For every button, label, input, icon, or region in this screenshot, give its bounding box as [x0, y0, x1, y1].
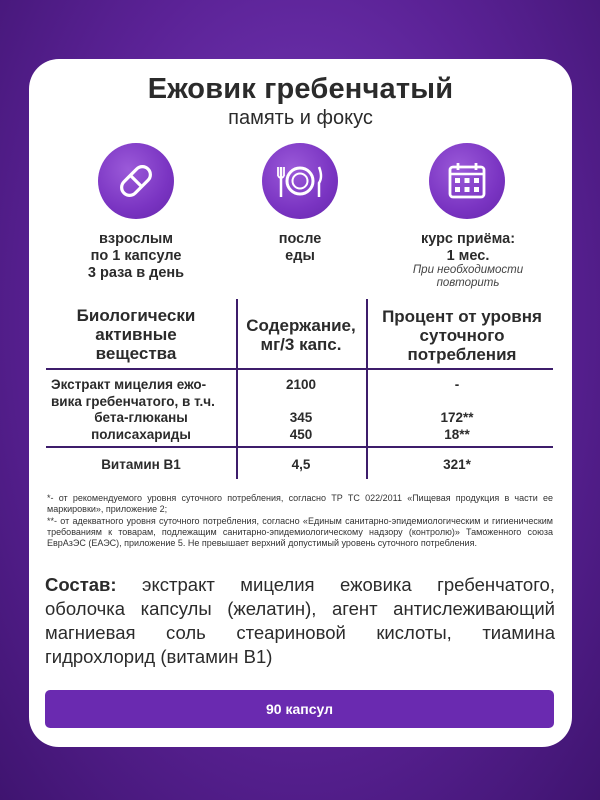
product-title: Ежовик гребенчатый	[147, 73, 454, 105]
table-row-polysaccharide-name: полисахариды	[91, 427, 191, 442]
capsule-icon-circle	[98, 143, 174, 219]
table-row-polysaccharide-percent: 18**	[444, 427, 470, 442]
table-header-substances: Биологически активные вещества	[76, 306, 196, 363]
table-header-content: Содержание, мг/3 капс.	[246, 316, 356, 354]
footnote-2: **- от адекватного уровня суточного потребления, согласно «Единым санитарно-эпидемиологическим и гигиеническим требованиям к товарам, подлежащим санитарно-эпидемиологическому надзору (контролю)» Таможенного союза ЕврАзЭС (ЕАЭС), приложение 5. Не превышает верхний допустимый уровень суточного потребления.	[47, 516, 553, 548]
table-row-extract-content: 2100	[285, 377, 317, 392]
package-count-label: 90 капсул	[266, 701, 333, 717]
table-row-vitamin-content: 4,5	[291, 457, 311, 472]
course-note: При необходимости повторить	[412, 264, 524, 289]
product-subtitle: память и фокус	[228, 107, 373, 129]
table-row-betaglucan-content: 345	[289, 410, 313, 425]
table-row-vitamin-name: Витамин В1	[101, 457, 181, 472]
table-row-extract-percent: -	[454, 377, 460, 392]
table-row-betaglucan-name: бета-глюканы	[94, 410, 188, 425]
table-row-extract-name: Экстракт мицелия ежо- вика гребенчатого, в т.ч.	[51, 377, 215, 409]
calendar-icon	[445, 159, 489, 203]
dosage-label: взрослым по 1 капсуле 3 раза в день	[87, 231, 185, 281]
table-row-vitamin-percent: 321*	[443, 457, 471, 472]
table-row-polysaccharide-content: 450	[289, 427, 313, 442]
table-header-percent: Процент от уровня суточного потребления	[382, 307, 542, 364]
footnote-1: *- от рекомендуемого уровня суточного потребления, согласно ТР ТС 022/2011 «Пищевая продукция в части ее маркировки», приложение 2;	[47, 493, 553, 514]
table-rule-header	[46, 368, 553, 370]
calendar-icon-circle	[429, 143, 505, 219]
capsule-icon	[113, 158, 159, 204]
package-count-badge	[45, 690, 554, 728]
plate-icon-circle	[262, 143, 338, 219]
composition-body: экстракт мицелия ежовика гребенчатого, оболочка капсулы (желатин), агент антислеживающий магниевая соль стеариновой кислоты, тиамина гидрохлорид (витамин В1)	[45, 574, 555, 667]
composition-label: Состав:	[45, 574, 117, 595]
composition-text	[45, 573, 555, 669]
table-rule-group	[46, 446, 553, 448]
course-label: курс приёма: 1 мес.	[420, 231, 516, 264]
plate-icon	[274, 155, 326, 207]
table-row-betaglucan-percent: 172**	[440, 410, 474, 425]
meal-timing-label: после еды	[278, 231, 322, 264]
